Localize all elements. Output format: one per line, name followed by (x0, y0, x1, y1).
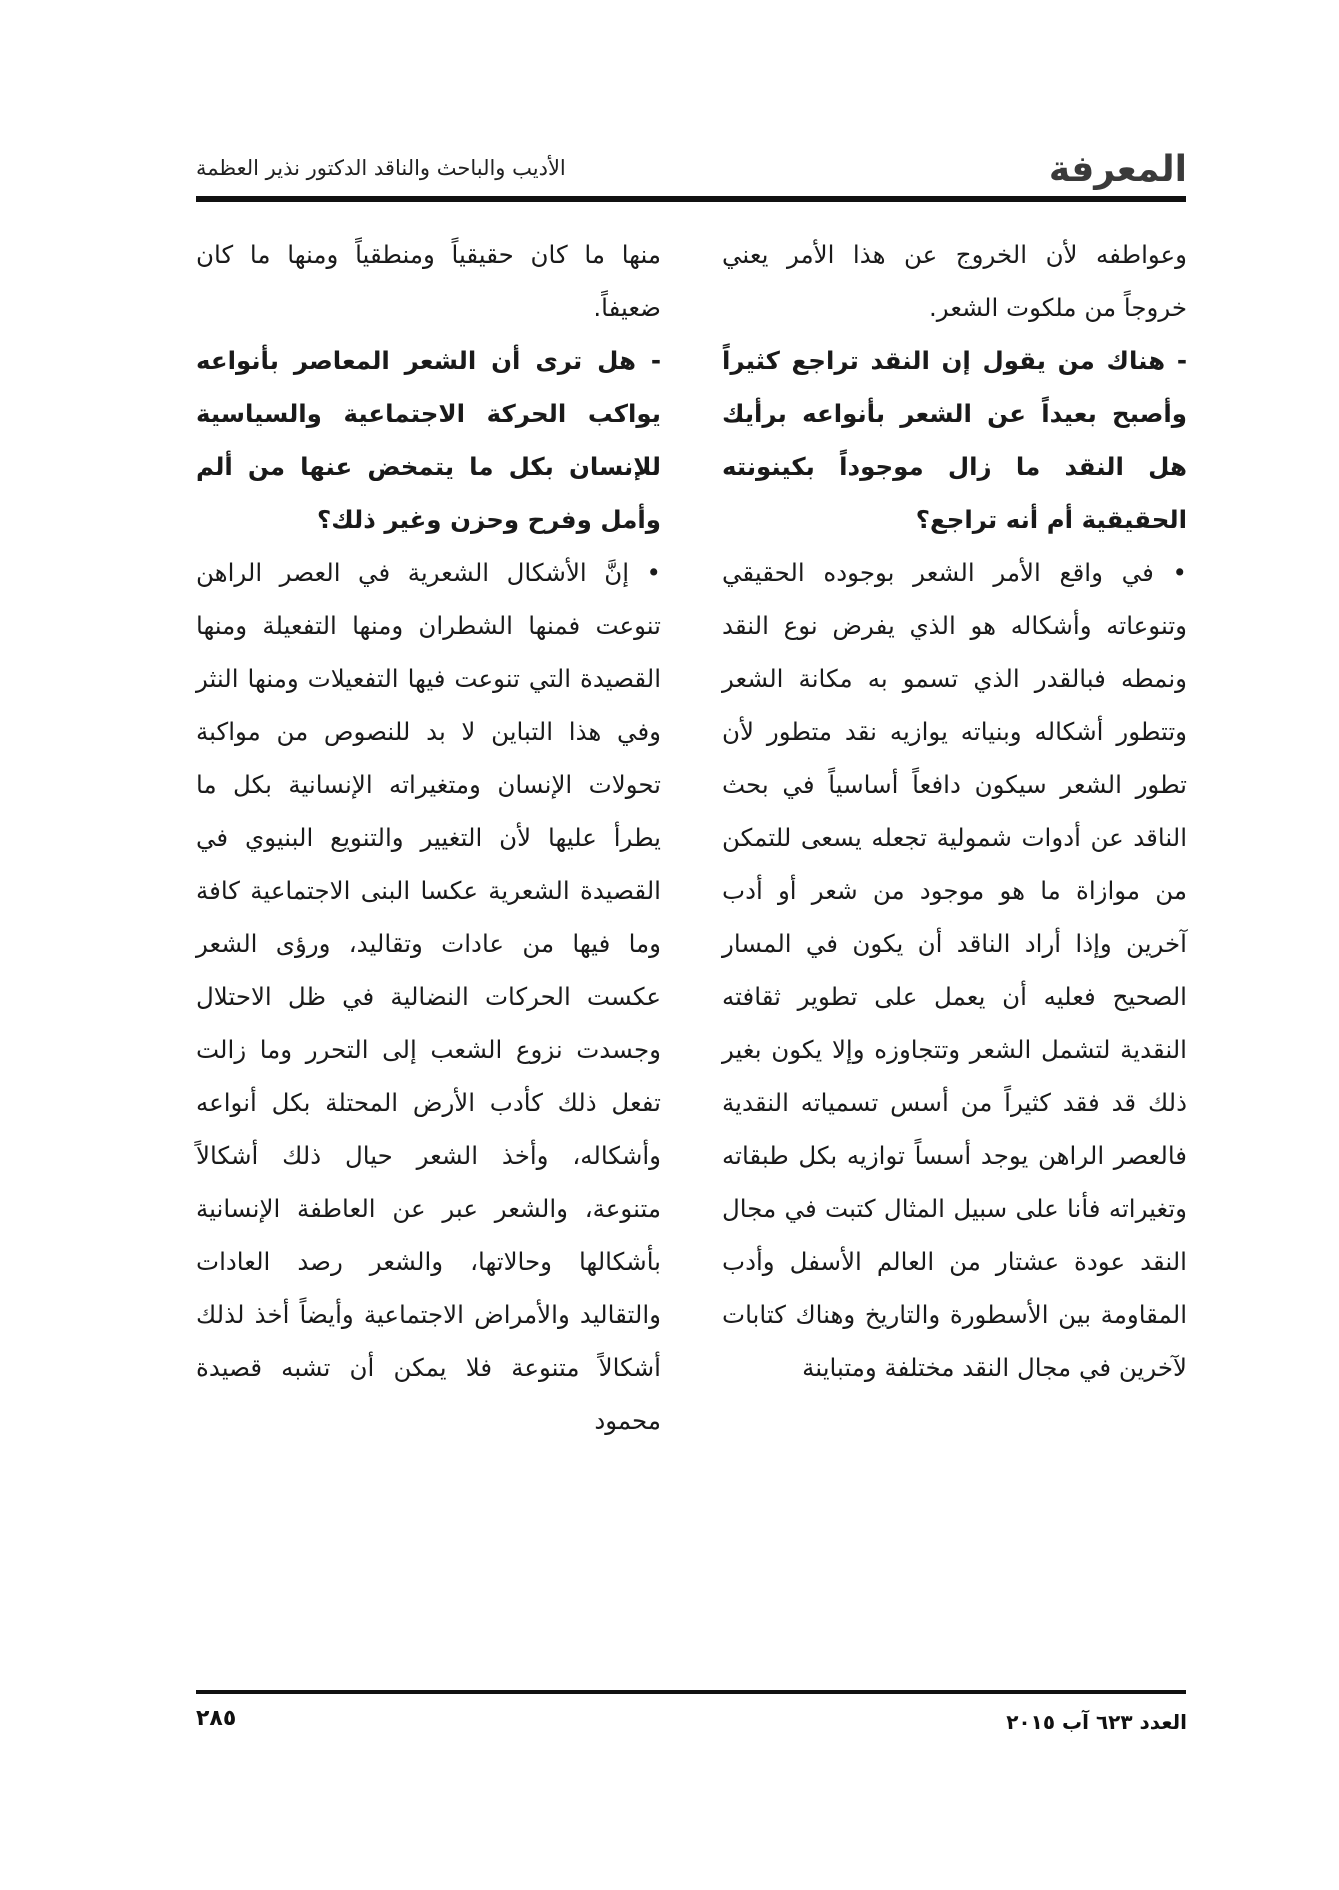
magazine-logo: المعرفة (1048, 149, 1187, 190)
paragraph: وعواطفه لأن الخروج عن هذا الأمر يعني خروجاً من ملكوت الشعر. (722, 240, 1187, 322)
issue-info: العدد ٦٢٣ آب ٢٠١٥ (1006, 1710, 1187, 1734)
right-column (722, 228, 1187, 1678)
interview-answer: • إنَّ الأشكال الشعرية في العصر الراهن تنوعت فمنها الشطران ومنها التفعيلة ومنها القصيدة التي تنوعت فيها التفعيلات ومنها النثر وفي هذا التباين لا بد للنصوص من مواكبة تحولات الإنسان ومتغيراته الإنسانية بكل ما يطرأ عليها لأن التغيير والتنويع البنيوي في القصيدة الشعرية عكسا البنى الاجتماعية كافة وما فيها من عادات وتقاليد، ورؤى الشعر عكست الحركات النضالية في ظل الاحتلال وجسدت نزوع الشعب إلى التحرر وما زالت تفعل ذلك كأدب الأرض المحتلة بكل أنواعه وأشكاله، وأخذ الشعر حيال ذلك أشكالاً متنوعة، والشعر عبر عن العاطفة الإنسانية بأشكالها وحالاتها، والشعر رصد العادات والتقاليد والأمراض الاجتماعية وأيضاً أخذ لذلك أشكالاً متنوعة فلا يمكن أن تشبه قصيدة محمود (196, 558, 661, 1435)
left-column (196, 228, 661, 1678)
page-number: ٢٨٥ (196, 1706, 237, 1731)
paragraph: منها ما كان حقيقياً ومنطقياً ومنها ما كان ضعيفاً. (196, 240, 661, 322)
header-rule (196, 196, 1186, 202)
interview-question: - هل ترى أن الشعر المعاصر بأنواعه يواكب الحركة الاجتماعية والسياسية للإنسان بكل ما يتمخض عنها من ألم وأمل وفرح وحزن وغير ذلك؟ (196, 346, 661, 534)
running-title: الأديب والباحث والناقد الدكتور نذير العظمة (196, 156, 566, 180)
interview-question: - هناك من يقول إن النقد تراجع كثيراً وأصبح بعيداً عن الشعر بأنواعه برأيك هل النقد ما زال موجوداً بكينونته الحقيقية أم أنه تراجع؟ (722, 346, 1187, 534)
footer-rule (196, 1690, 1186, 1694)
interview-answer: • في واقع الأمر الشعر بوجوده الحقيقي وتنوعاته وأشكاله هو الذي يفرض نوع النقد ونمطه فبالقدر الذي تسمو به مكانة الشعر وتتطور أشكاله وبنياته يوازيه نقد متطور لأن تطور الشعر سيكون دافعاً أساسياً في بحث الناقد عن أدوات شمولية تجعله يسعى للتمكن من موازاة ما هو موجود من شعر أو أدب آخرين وإذا أراد الناقد أن يكون في المسار الصحيح فعليه أن يعمل على تطوير ثقافته النقدية لتشمل الشعر وتتجاوزه وإلا يكون بغير ذلك قد فقد كثيراً من أسس تسمياته النقدية فالعصر الراهن يوجد أسساً توازيه بكل طبقاته وتغيراته فأنا على سبيل المثال كتبت في مجال النقد عودة عشتار من العالم الأسفل وأدب المقاومة بين الأسطورة والتاريخ وهناك كتابات لآخرين في مجال النقد مختلفة ومتباينة (722, 558, 1187, 1382)
